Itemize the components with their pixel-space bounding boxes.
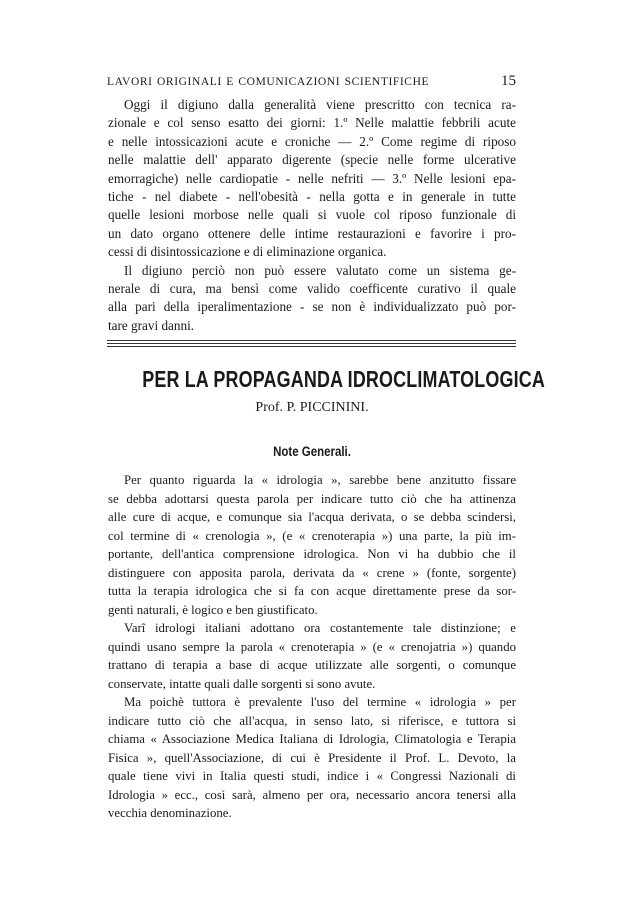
separator-rule xyxy=(107,343,516,344)
separator-rule xyxy=(107,340,516,341)
article-author: Prof. P. PICCININI. xyxy=(255,400,369,415)
text-line: zionale e col senso esatto dei giorni: 1.º Nelle malattie febbrili acute xyxy=(108,115,516,131)
article-title: PER LA PROPAGANDA IDROCLIMATOLOGICA xyxy=(142,366,545,392)
separator-rule xyxy=(107,346,516,347)
text-line: portante, dell'antica comprensione idrologica. Non vi ha dubbio che il xyxy=(108,547,516,561)
section-heading: Note Generali. xyxy=(273,444,351,459)
text-line: se debba adottarsi questa parola per indicare tutto ciò che ha attinenza xyxy=(108,491,516,506)
text-line: col termine di « crenologia », (e « crenoterapia ») una parte, la più im- xyxy=(108,528,516,543)
text-line: quindi usano sempre la parola « crenoterapia » (e « crenojatria ») quando xyxy=(108,639,516,654)
text-line: Idrologia » ecc., così sarà, almeno per ora, necessario ancora tenersi alla xyxy=(108,787,516,802)
text-line: tiche - nel diabete - nell'obesità - nella gotta e in generale in tutte xyxy=(108,189,516,205)
text-line: chiama « Associazione Medica Italiana di Idrologia, Climatologia e Terapia xyxy=(108,732,516,746)
text-line: trattano di terapia a base di acque utilizzate alle sorgenti, o comunque xyxy=(108,658,516,672)
section-separator xyxy=(107,340,516,349)
text-line: Oggi il digiuno dalla generalità viene prescritto con tecnica ra- xyxy=(124,97,516,112)
text-line: Per quanto riguarda la « idrologia », sarebbe bene anzitutto fissare xyxy=(124,473,516,487)
text-line: Il digiuno perciò non può essere valutato come un sistema ge- xyxy=(124,262,516,278)
running-head: LAVORI ORIGINALI E COMUNICAZIONI SCIENTIFICHE xyxy=(107,76,430,88)
text-line: vecchia denominazione. xyxy=(108,806,232,820)
text-line: quale tiene vivi in Italia questi studi, indice i « Congressi Nazionali di xyxy=(108,769,516,783)
text-line: alla pari della iperalimentazione - se non è individualizzato può por- xyxy=(108,299,516,315)
text-line: alle cure di acque, e comunque sia l'acqua derivata, o se debba scindersi, xyxy=(108,510,516,524)
text-line: tare gravi danni. xyxy=(108,317,195,333)
text-line: tutta la terapia idrologica che si fa con acque direttamente prese da sor- xyxy=(108,584,516,598)
text-line: conservate, intatte quali dalle sorgenti si sono avute. xyxy=(108,676,376,691)
text-line: Varî idrologi italiani adottano ora costantemente tale distinzione; e xyxy=(124,621,516,635)
page-number: 15 xyxy=(501,73,516,89)
text-line: cessi di disintossicazione e di eliminazione organica. xyxy=(108,244,387,260)
text-line: indicare tutto ciò che all'acqua, in senso lato, si riferisce, e tuttora si xyxy=(108,713,516,728)
text-line: un dato organo ottenere delle intime restaurazioni e favorire i pro- xyxy=(108,225,516,241)
text-line: distinguere con apposita parola, derivata da « crene » (fonte, sorgente) xyxy=(108,565,516,580)
text-line: quelle lesioni morbose nelle quali si vuole col riposo funzionale di xyxy=(108,207,516,223)
article-body xyxy=(108,471,516,823)
text-line: nelle malattie dell' apparato digerente (specie nelle forme ulcerative xyxy=(108,152,516,168)
text-line: Fisica », quell'Associazione, di cui è Presidente il Prof. L. Devoto, la xyxy=(108,750,516,765)
paragraph-fasting-prescription xyxy=(108,96,516,335)
text-line: nerale di cura, ma bensì come valido coefficente curativo il quale xyxy=(108,281,516,297)
text-line: emorragiche) nelle cardiopatie - nelle nefriti — 3.º Nelle lesioni epa- xyxy=(108,170,516,186)
text-line: e nelle intossicazioni acute e croniche — 2.º Come regime di riposo xyxy=(108,133,516,149)
text-line: genti naturali, è logico e ben giustificato. xyxy=(108,602,318,617)
text-line: Ma poichè tuttora è prevalente l'uso del termine « idrologia » per xyxy=(124,695,516,709)
